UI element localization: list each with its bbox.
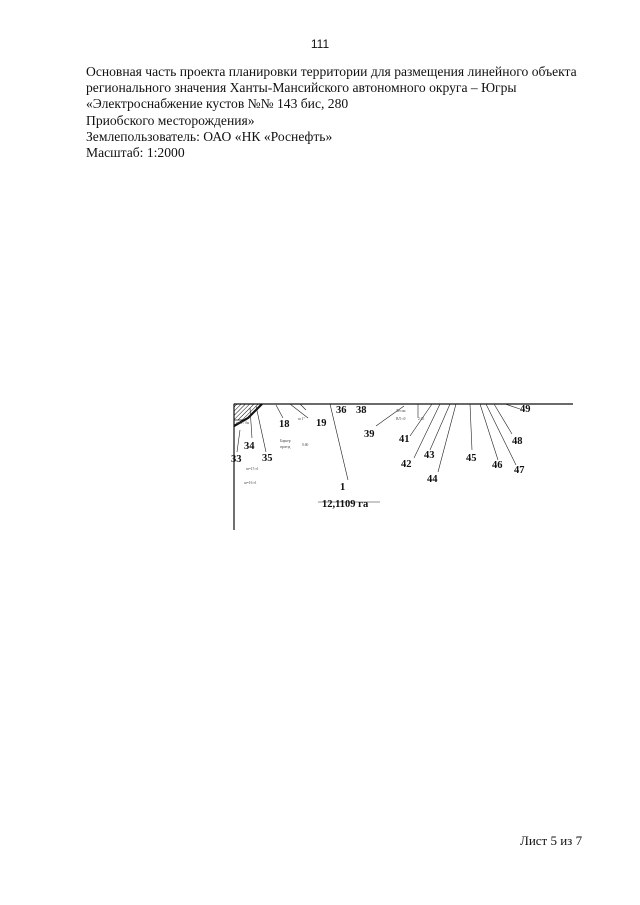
svg-text:ш 1°: ш 1°: [298, 417, 305, 421]
header-line-4: Приобского месторождения»: [86, 112, 255, 128]
svg-text:ВЛ ≈0: ВЛ ≈0: [396, 417, 406, 421]
map-tiny-annotations: [236, 409, 424, 485]
point-label-47: 47: [514, 465, 525, 476]
point-label-43: 43: [424, 450, 435, 461]
point-label-36: 36: [336, 405, 347, 416]
page-number: 111: [310, 37, 330, 51]
point-label-34: 34: [244, 441, 255, 452]
point-label-38: 38: [356, 405, 367, 416]
header-line-6: Масштаб: 1:2000: [86, 145, 185, 161]
header-line-5: Землепользователь: ОАО «НК «Роснефть»: [86, 128, 333, 144]
point-label-45: 45: [466, 453, 477, 464]
point-label-44: 44: [427, 474, 438, 485]
point-label-19: 19: [316, 418, 327, 429]
point-label-42: 42: [401, 459, 412, 470]
point-label-41: 41: [399, 434, 410, 445]
svg-text:2.05: 2.05: [418, 417, 425, 421]
svg-text:0.60: 0.60: [302, 443, 309, 447]
point-label-49: 49: [520, 404, 531, 415]
point-label-48: 48: [512, 436, 523, 447]
point-label-18: 18: [279, 419, 290, 430]
area-label: 12,1109 га: [322, 499, 369, 510]
point-label-35: 35: [262, 453, 273, 464]
svg-text:ш=16 т1: ш=16 т1: [244, 481, 257, 485]
svg-text:ш=17 бн: ш=17 бн: [236, 421, 250, 425]
point-label-39: 39: [364, 429, 375, 440]
svg-text:проезд: проезд: [280, 445, 291, 449]
point-labels: [231, 404, 531, 493]
point-label-33: 33: [231, 454, 242, 465]
svg-text:Барьер: Барьер: [280, 439, 291, 443]
header-line-3: «Электроснабжение кустов №№ 143 бис, 280: [86, 96, 349, 112]
point-label-46: 46: [492, 460, 503, 471]
svg-text:ш=15 т1: ш=15 т1: [246, 467, 259, 471]
header-line-1: Основная часть проекта планировки территории для размещения линейного объекта: [86, 64, 577, 79]
sheet-counter: Лист 5 из 7: [520, 833, 583, 848]
svg-text:Лесон: Лесон: [396, 409, 406, 413]
header-line-2: регионального значения Ханты-Мансийского автономного округа – Югры: [86, 80, 517, 96]
point-label-1: 1: [340, 482, 346, 493]
